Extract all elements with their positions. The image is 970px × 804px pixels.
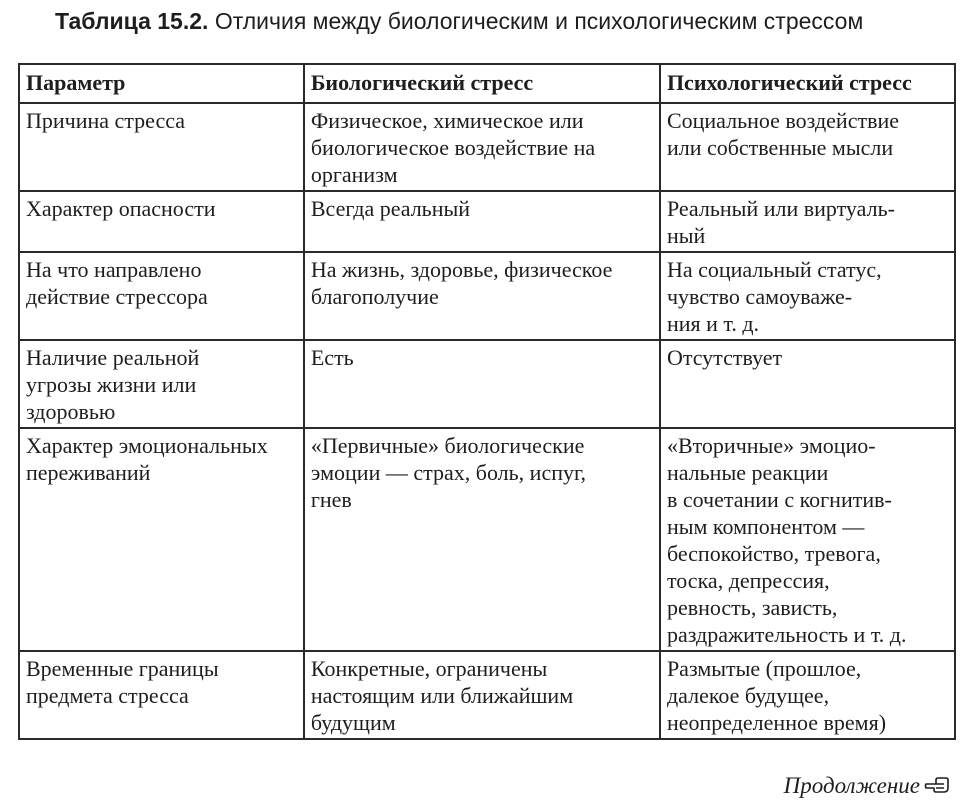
cell-biological — [304, 252, 660, 340]
cell-parameter — [19, 252, 304, 340]
cell-line: На социальный статус, — [666, 257, 882, 282]
cell-psychological — [660, 252, 955, 340]
table-caption — [55, 8, 863, 35]
cell-psychological — [660, 428, 955, 651]
cell-parameter — [19, 340, 304, 428]
cell-line: ный — [666, 223, 706, 248]
cell-psychological — [660, 191, 955, 252]
cell-biological — [304, 191, 660, 252]
cell-line: будущим — [310, 710, 396, 735]
cell-line: Характер эмоциональных — [26, 433, 268, 458]
table-row — [19, 191, 955, 252]
cell-line: Характер опасности — [26, 196, 216, 221]
cell-line: ревность, зависть, — [666, 595, 838, 620]
cell-line: предмета стресса — [26, 683, 189, 708]
cell-line: Социальное воздействие — [666, 108, 900, 133]
comparison-table — [18, 63, 956, 740]
cell-psychological — [660, 103, 955, 191]
cell-line: Размытые (прошлое, — [666, 656, 862, 681]
cell-line: На что направлено — [26, 257, 202, 282]
cell-line: организм — [310, 162, 398, 187]
cell-line: Всегда реальный — [310, 196, 471, 221]
pointing-hand-icon — [924, 775, 950, 801]
cell-line: «Вторичные» эмоцио- — [666, 433, 876, 458]
cell-psychological — [660, 340, 955, 428]
cell-line: или собственные мысли — [666, 135, 894, 160]
table-row — [19, 103, 955, 191]
continuation-note — [784, 773, 950, 801]
cell-line: беспокойство, тревога, — [666, 541, 881, 566]
cell-biological — [304, 428, 660, 651]
cell-line: Отсутствует — [666, 345, 783, 370]
cell-biological — [304, 651, 660, 739]
cell-line: угрозы жизни или — [26, 372, 197, 397]
cell-line: На жизнь, здоровье, физическое — [310, 257, 613, 282]
cell-line: Наличие реальной — [26, 345, 200, 370]
cell-line: Временные границы — [26, 656, 219, 681]
cell-line: чувство самоуваже- — [666, 284, 853, 309]
cell-line: переживаний — [26, 460, 151, 485]
cell-line: Реальный или виртуаль- — [666, 196, 895, 221]
table-row — [19, 252, 955, 340]
cell-line: настоящим или ближайшим — [310, 683, 574, 708]
continuation-text: Продолжение — [783, 773, 920, 798]
cell-line: Есть — [310, 345, 354, 370]
header-psychological-stress: Психологический стресс — [660, 64, 955, 103]
cell-line: благополучие — [310, 284, 439, 309]
cell-line: нальные реакции — [666, 460, 829, 485]
cell-line: гнев — [310, 487, 352, 512]
cell-line: здоровью — [26, 399, 116, 424]
table-row — [19, 651, 955, 739]
table-title: Отличия между биологическим и психологическим стрессом — [214, 8, 864, 34]
cell-parameter — [19, 103, 304, 191]
cell-psychological — [660, 651, 955, 739]
header-biological-stress: Биологический стресс — [304, 64, 660, 103]
cell-parameter — [19, 428, 304, 651]
header-row — [19, 64, 955, 103]
cell-biological — [304, 103, 660, 191]
cell-line: раздражительность и т. д. — [666, 622, 907, 647]
cell-line: ным компонентом — — [666, 514, 865, 539]
cell-parameter — [19, 191, 304, 252]
cell-line: тоска, депрессия, — [666, 568, 830, 593]
cell-line: эмоции — страх, боль, испуг, — [310, 460, 587, 485]
header-parameter: Параметр — [19, 64, 304, 103]
cell-line: биологическое воздействие на — [310, 135, 596, 160]
cell-biological — [304, 340, 660, 428]
table-row — [19, 340, 955, 428]
cell-line: в сочетании с когнитив- — [666, 487, 892, 512]
cell-line: далекое будущее, — [666, 683, 830, 708]
table-number: Таблица 15.2. — [55, 8, 209, 34]
cell-line: ния и т. д. — [666, 311, 760, 336]
cell-line: Причина стресса — [26, 108, 186, 133]
cell-line: «Первичные» биологические — [310, 433, 585, 458]
cell-line: неопределенное время) — [666, 710, 887, 735]
table-row — [19, 428, 955, 651]
cell-line: действие стрессора — [26, 284, 208, 309]
cell-line: Физическое, химическое или — [310, 108, 584, 133]
cell-parameter — [19, 651, 304, 739]
cell-line: Конкретные, ограничены — [310, 656, 548, 681]
